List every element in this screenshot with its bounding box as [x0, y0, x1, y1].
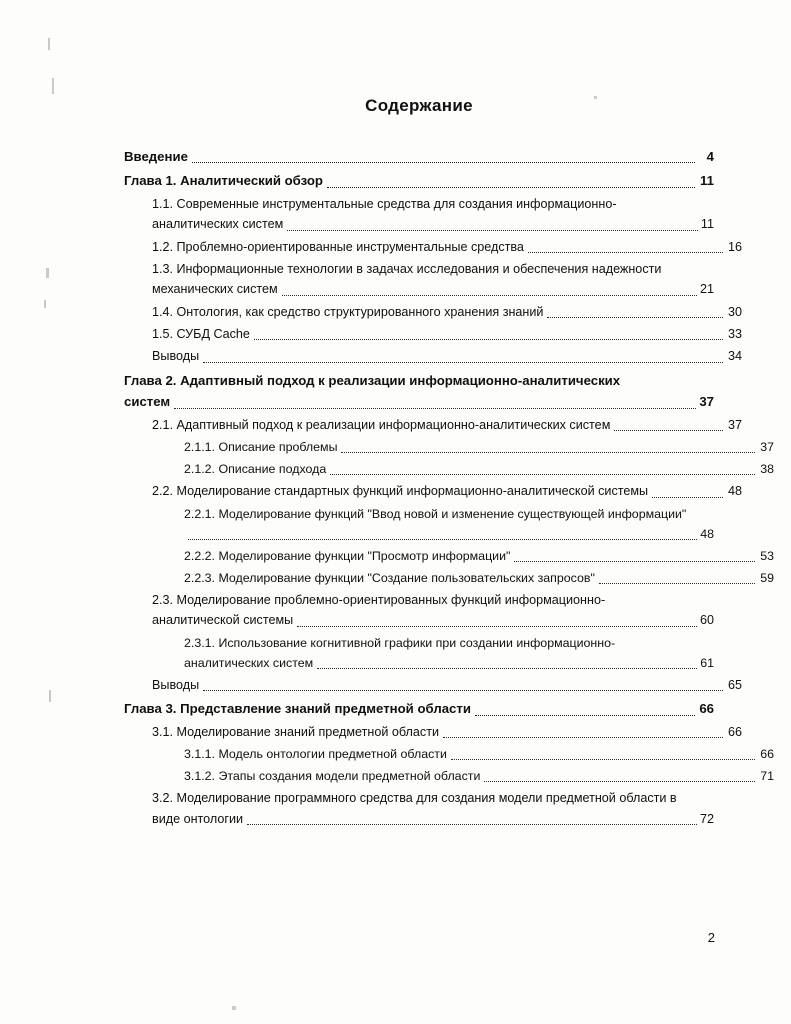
toc-entry[interactable]: [124, 237, 742, 257]
toc-entry-page: 48: [727, 484, 742, 499]
leader-dots: [192, 162, 695, 163]
toc-entry-page: 33: [727, 327, 742, 342]
leader-dots: [614, 430, 723, 431]
toc-entry[interactable]: [124, 698, 714, 719]
toc-entry[interactable]: [124, 437, 774, 457]
toc-entry-page: 11: [700, 173, 714, 189]
leader-dots: [475, 715, 695, 716]
toc-entry-page: 60: [699, 613, 714, 628]
toc-entry-page: 72: [699, 811, 714, 826]
leader-dots: [203, 690, 723, 691]
leader-dots: [287, 230, 698, 231]
toc-entry-label: 1.5. СУБД Cache: [152, 327, 250, 342]
scan-speckle: [49, 690, 51, 702]
toc-entry-label-cont: систем: [124, 394, 171, 410]
toc-entry-page: 71: [760, 769, 774, 784]
toc-entry[interactable]: [124, 459, 774, 479]
toc-entry[interactable]: [124, 504, 714, 544]
leader-dots: [652, 497, 723, 498]
toc-entry-label: 1.2. Проблемно-ориентированные инструментальные средства: [152, 239, 524, 254]
scan-speckle: [232, 1006, 236, 1010]
toc-entry-label: 1.4. Онтология, как средство структурированного хранения знаний: [152, 304, 544, 319]
toc-entry-page: 48: [700, 526, 714, 541]
toc-entry-label: 3.1.1. Модель онтологии предметной области: [184, 747, 447, 762]
toc-entry-label-cont: аналитических систем: [152, 217, 284, 232]
toc-entry[interactable]: [124, 481, 742, 501]
toc-entry-label: Глава 1. Аналитический обзор: [124, 173, 323, 189]
leader-dots: [330, 474, 755, 475]
scan-speckle: [44, 300, 46, 308]
toc-entry-page: 65: [727, 677, 742, 692]
toc-entry-label-cont: механических систем: [152, 282, 278, 297]
leader-dots: [203, 362, 723, 363]
leader-dots: [254, 339, 723, 340]
document-content: [124, 96, 774, 831]
leader-dots: [317, 668, 697, 669]
toc-entry-label: 2.3. Моделирование проблемно-ориентированных функций информационно-: [152, 592, 606, 607]
toc-entry-page: 66: [760, 747, 774, 762]
toc-entry-label: 3.1.2. Этапы создания модели предметной области: [184, 769, 481, 784]
leader-dots: [188, 539, 697, 540]
leader-dots: [282, 295, 697, 296]
leader-dots: [547, 317, 723, 318]
toc-entry-label: Выводы: [152, 677, 200, 692]
toc-entry-page: 34: [727, 349, 742, 364]
toc-entry[interactable]: [124, 546, 774, 566]
toc-entry-label: 2.2.3. Моделирование функции "Создание пользовательских запросов": [184, 570, 595, 585]
toc-entry-page: 59: [760, 570, 774, 585]
leader-dots: [327, 187, 695, 188]
toc-entry-label: 2.2. Моделирование стандартных функций информационно-аналитической системы: [152, 484, 649, 499]
toc-entry-label: Выводы: [152, 349, 200, 364]
toc-entry-page: 37: [727, 417, 742, 432]
toc-entry[interactable]: [124, 194, 714, 235]
toc-entry-label: 3.1. Моделирование знаний предметной области: [152, 724, 439, 739]
scan-speckle: [46, 268, 49, 278]
toc-entry[interactable]: [124, 722, 742, 742]
toc-entry[interactable]: [124, 170, 714, 191]
leader-dots: [341, 452, 755, 453]
toc-entry-page: 30: [727, 304, 742, 319]
leader-dots: [443, 737, 723, 738]
leader-dots: [514, 561, 755, 562]
leader-dots: [247, 824, 697, 825]
toc-entry-label: 3.2. Моделирование программного средства для создания модели предметной области в: [152, 791, 677, 806]
leader-dots: [297, 626, 697, 627]
scan-speckle: [52, 78, 54, 94]
toc-entry-label-cont: виде онтологии: [152, 811, 244, 826]
toc-entry[interactable]: [124, 766, 774, 786]
page-number: 2: [707, 930, 715, 945]
toc-entry-page: 16: [727, 239, 742, 254]
toc-entry[interactable]: [124, 788, 714, 829]
toc-entry[interactable]: [124, 146, 714, 167]
toc-entry-label: 2.2.2. Моделирование функции "Просмотр информации": [184, 548, 511, 563]
toc-entry-page: 11: [700, 217, 714, 232]
toc-entry-label: 1.1. Современные инструментальные средства для создания информационно-: [152, 196, 617, 211]
toc-entry-label-cont: аналитических систем: [184, 655, 314, 670]
toc-entry-label: 2.1.2. Описание подхода: [184, 462, 327, 477]
toc-entry[interactable]: [124, 744, 774, 764]
toc-entry-page: 53: [760, 548, 774, 563]
toc-entry-label: Глава 2. Адаптивный подход к реализации информационно-аналитических: [124, 372, 621, 388]
toc-entry-page: 4: [706, 149, 714, 164]
toc-entry-page: 21: [699, 282, 714, 297]
leader-dots: [528, 252, 723, 253]
toc-entry-page: 66: [699, 701, 714, 717]
toc-entry[interactable]: [124, 324, 742, 344]
toc-entry-label: Введение: [124, 149, 188, 164]
toc-entry-page: 61: [700, 655, 714, 670]
table-of-contents: [124, 146, 774, 829]
toc-entry[interactable]: [124, 675, 742, 695]
toc-entry-page: 37: [760, 440, 774, 455]
page-title: Содержание: [365, 96, 473, 115]
toc-entry-label: 1.3. Информационные технологии в задачах исследования и обеспечения надежности: [152, 261, 662, 276]
toc-entry[interactable]: [124, 568, 774, 588]
toc-entry-label: 2.3.1. Использование когнитивной графики при создании информационно-: [184, 635, 616, 650]
toc-entry-page: 66: [727, 724, 742, 739]
leader-dots: [174, 408, 696, 409]
scan-speckle: [48, 38, 50, 50]
toc-entry-label-cont: аналитической системы: [152, 613, 294, 628]
toc-entry[interactable]: [124, 370, 714, 413]
toc-entry-label: 2.1. Адаптивный подход к реализации информационно-аналитических систем: [152, 417, 611, 432]
toc-entry[interactable]: [124, 259, 714, 300]
toc-entry-label: 2.2.1. Моделирование функций "Ввод новой и изменение существующей информации": [184, 506, 687, 521]
toc-entry-page: 37: [699, 394, 714, 410]
toc-entry[interactable]: [124, 346, 742, 366]
toc-entry-page: 38: [760, 462, 774, 477]
leader-dots: [599, 583, 755, 584]
leader-dots: [484, 781, 755, 782]
toc-entry[interactable]: [124, 590, 714, 631]
toc-entry[interactable]: [124, 633, 714, 673]
leader-dots: [451, 759, 755, 760]
toc-entry[interactable]: [124, 415, 742, 435]
toc-entry[interactable]: [124, 302, 742, 322]
toc-entry-label: Глава 3. Представление знаний предметной области: [124, 701, 471, 717]
toc-entry-label: 2.1.1. Описание проблемы: [184, 440, 338, 455]
